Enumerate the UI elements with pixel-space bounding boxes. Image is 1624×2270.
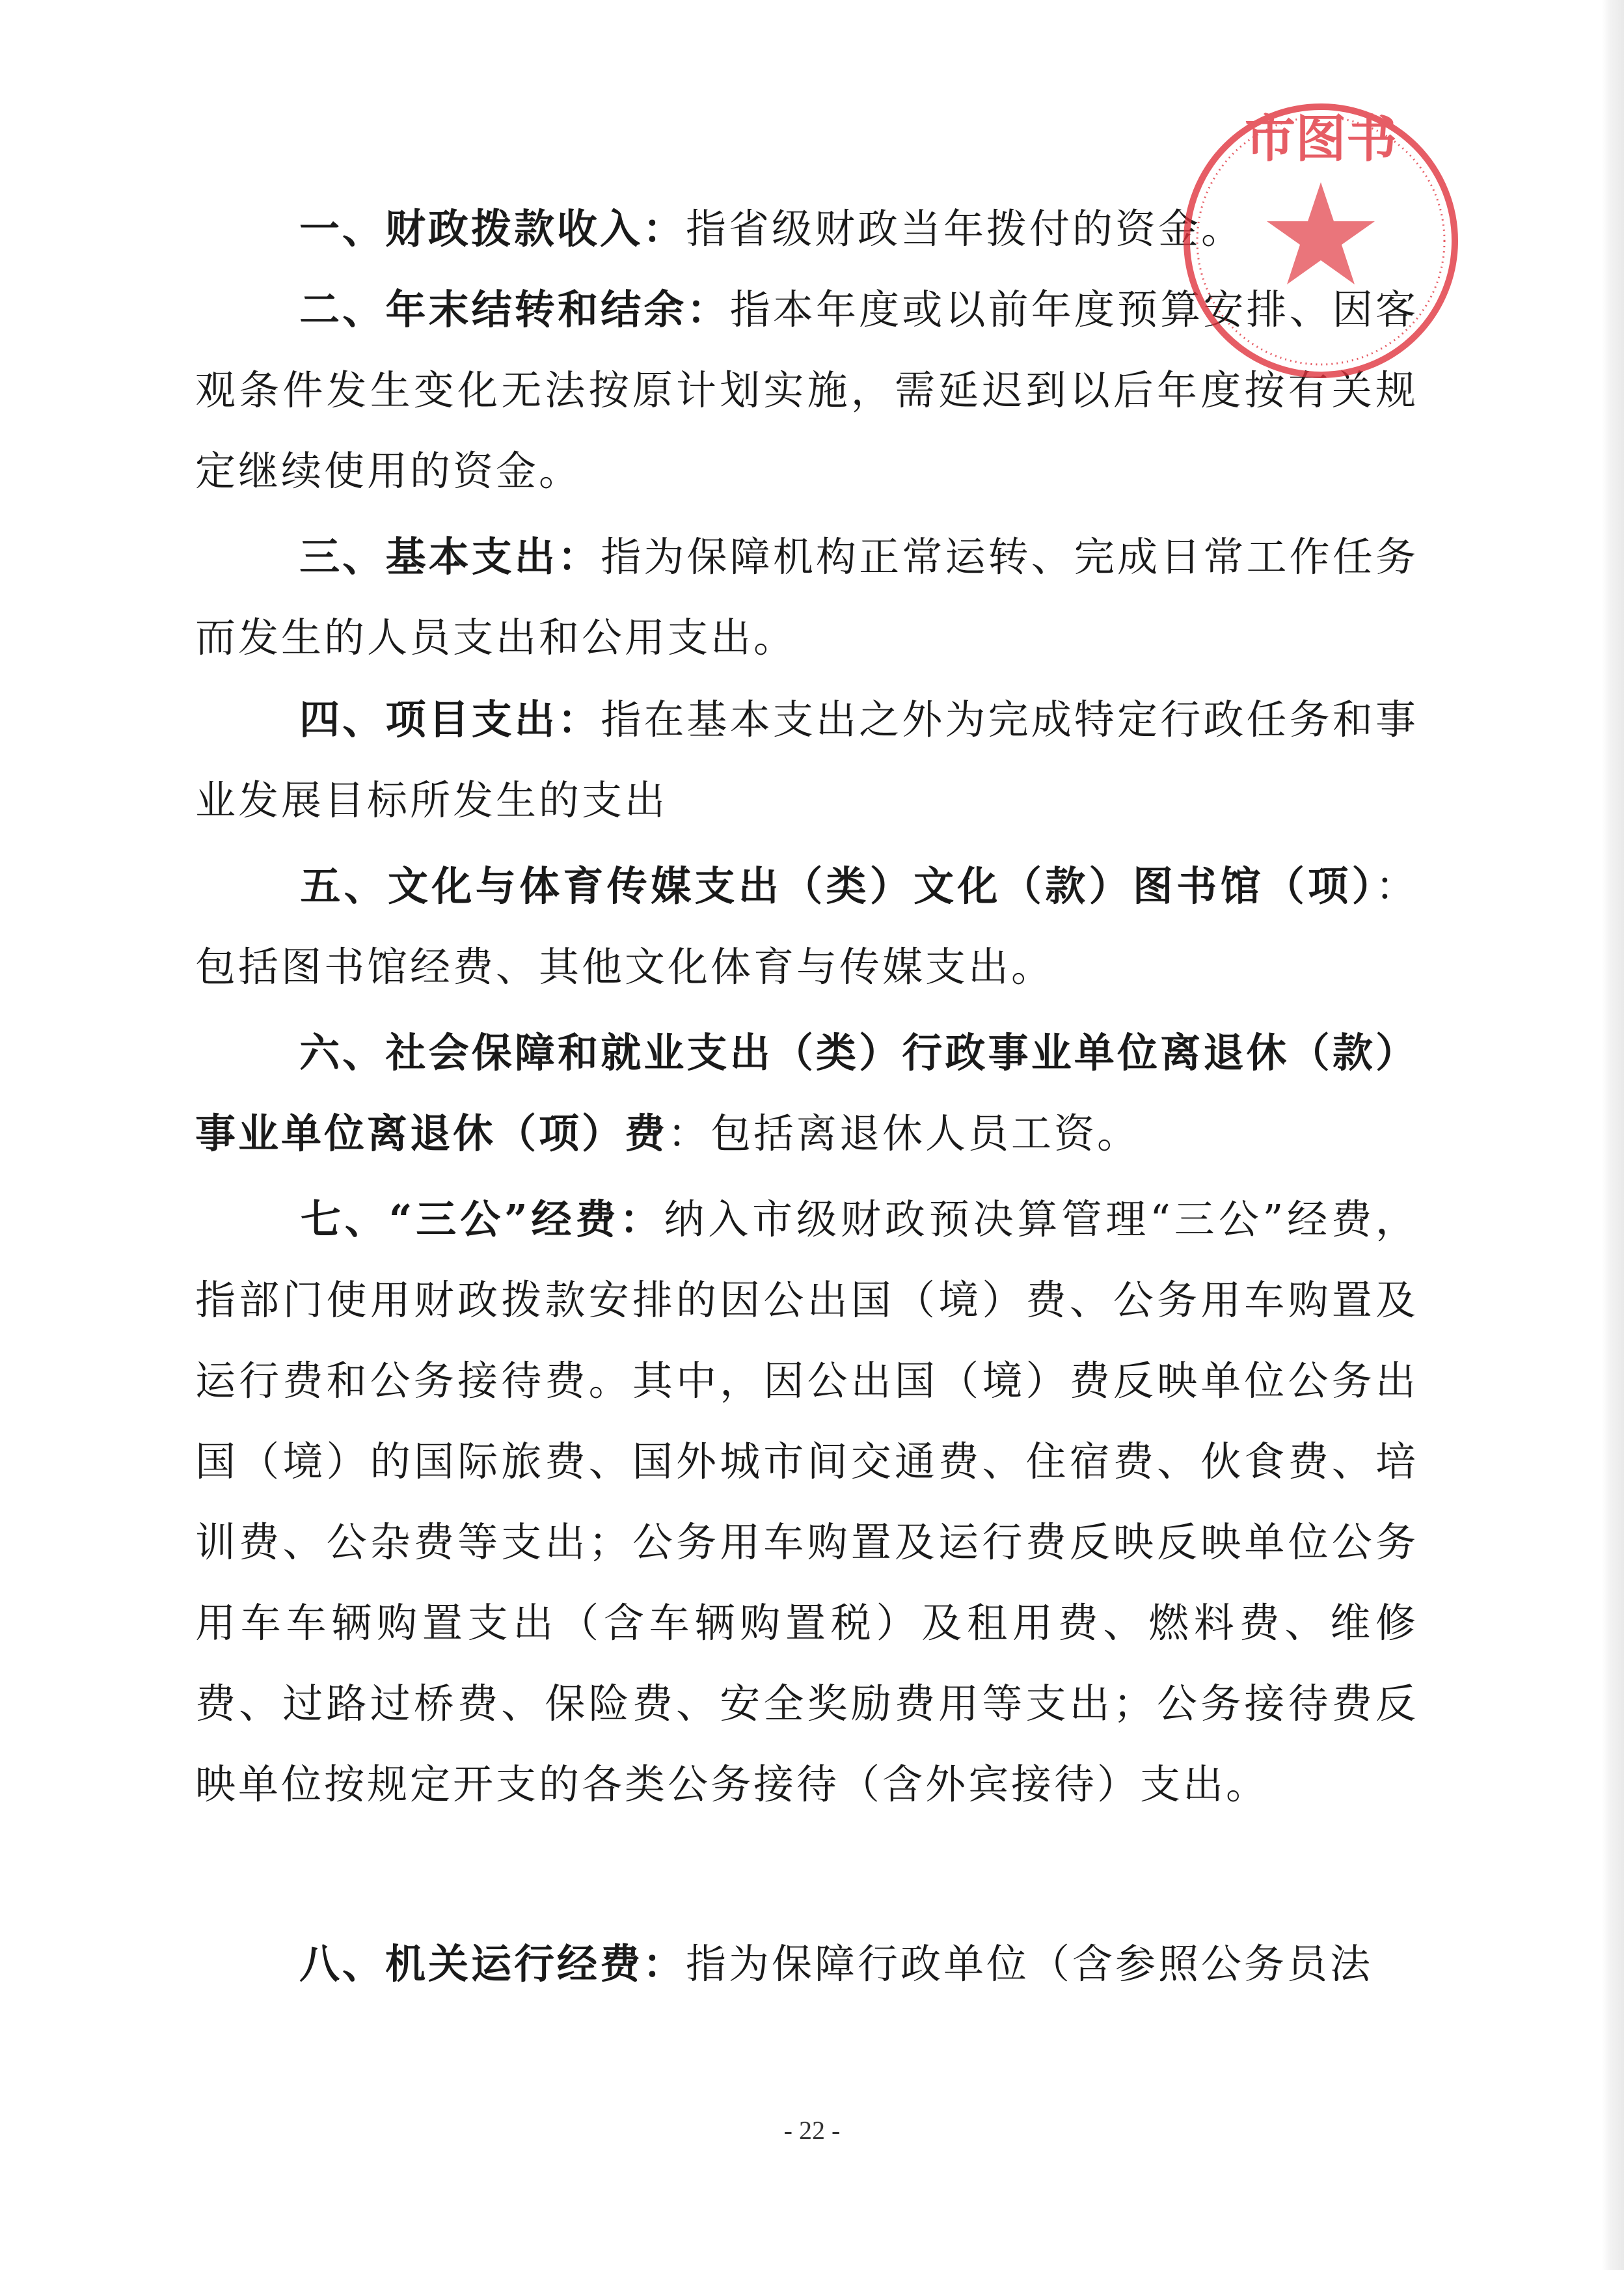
paragraph-heading: 八、机关运行经费： <box>299 1940 686 1988</box>
paragraph-heading: 一、财政拨款收入： <box>299 205 686 253</box>
page-number: - 22 - <box>783 2116 841 2145</box>
paragraph-7 <box>195 1179 1418 1825</box>
paragraph-3 <box>195 517 1418 678</box>
paragraph-body: 指为保障机构正常运转、完成日常工作任务而发生的人员支出和公用支出。 <box>195 533 1418 661</box>
paragraph-8 <box>195 1924 1418 2004</box>
paragraph-4 <box>195 679 1418 841</box>
paragraph-6 <box>195 1013 1418 1174</box>
paragraph-body: ：包括离退休人员工资。 <box>668 1110 1141 1157</box>
paragraph-heading: 四、项目支出： <box>299 696 601 743</box>
paragraph-heading: 六、社会保障和就业支出（类）行政事业单位离退休（款）事业单位离退休（项）费 <box>195 1029 1418 1157</box>
paragraph-body: 指为保障行政单位（含参照公务员法 <box>686 1940 1374 1988</box>
paragraph-body: ：包括图书馆经费、其他文化体育与传媒支出。 <box>195 862 1418 991</box>
seal-lettering: 市图书 <box>1244 109 1398 169</box>
paragraph-body: 指省级财政当年拨付的资金。 <box>686 205 1245 253</box>
paragraph-heading: 五、文化与体育传媒支出（类）文化（款）图书馆（项） <box>299 862 1375 910</box>
paragraph-body: 纳入市级财政预决算管理“三公”经费，指部门使用财政拨款安排的因公出国（境）费、公务用车购置及运行费和公务接待费。其中，因公出国（境）费反映单位公务出国（境）的国际旅费、国外城市间交通费、住宿费、伙食费、培训费、公杂费等支出；公务用车购置及运行费反映反映单位公务用车车辆购置支出（含车辆购置税）及租用费、燃料费、维修费、过路过桥费、保险费、安全奖励费用等支出；公务接待费反映单位按规定开支的各类公务接待（含外宾接待）支出。 <box>195 1196 1418 1808</box>
red-official-seal-icon <box>1178 98 1464 384</box>
scan-edge <box>1602 0 1624 2270</box>
paragraph-5 <box>195 846 1418 1007</box>
paragraph-body: 指本年度或以前年度预算安排、因客观条件发生变化无法按原计划实施，需延迟到以后年度按有关规定继续使用的资金。 <box>195 286 1418 495</box>
paragraph-heading: 三、基本支出： <box>299 533 601 581</box>
paragraph-heading: 七、“三公”经费： <box>299 1196 664 1243</box>
paragraph-body: 指在基本支出之外为完成特定行政任务和事业发展目标所发生的支出 <box>195 696 1418 824</box>
paragraph-heading: 二、年末结转和结余： <box>299 286 730 333</box>
